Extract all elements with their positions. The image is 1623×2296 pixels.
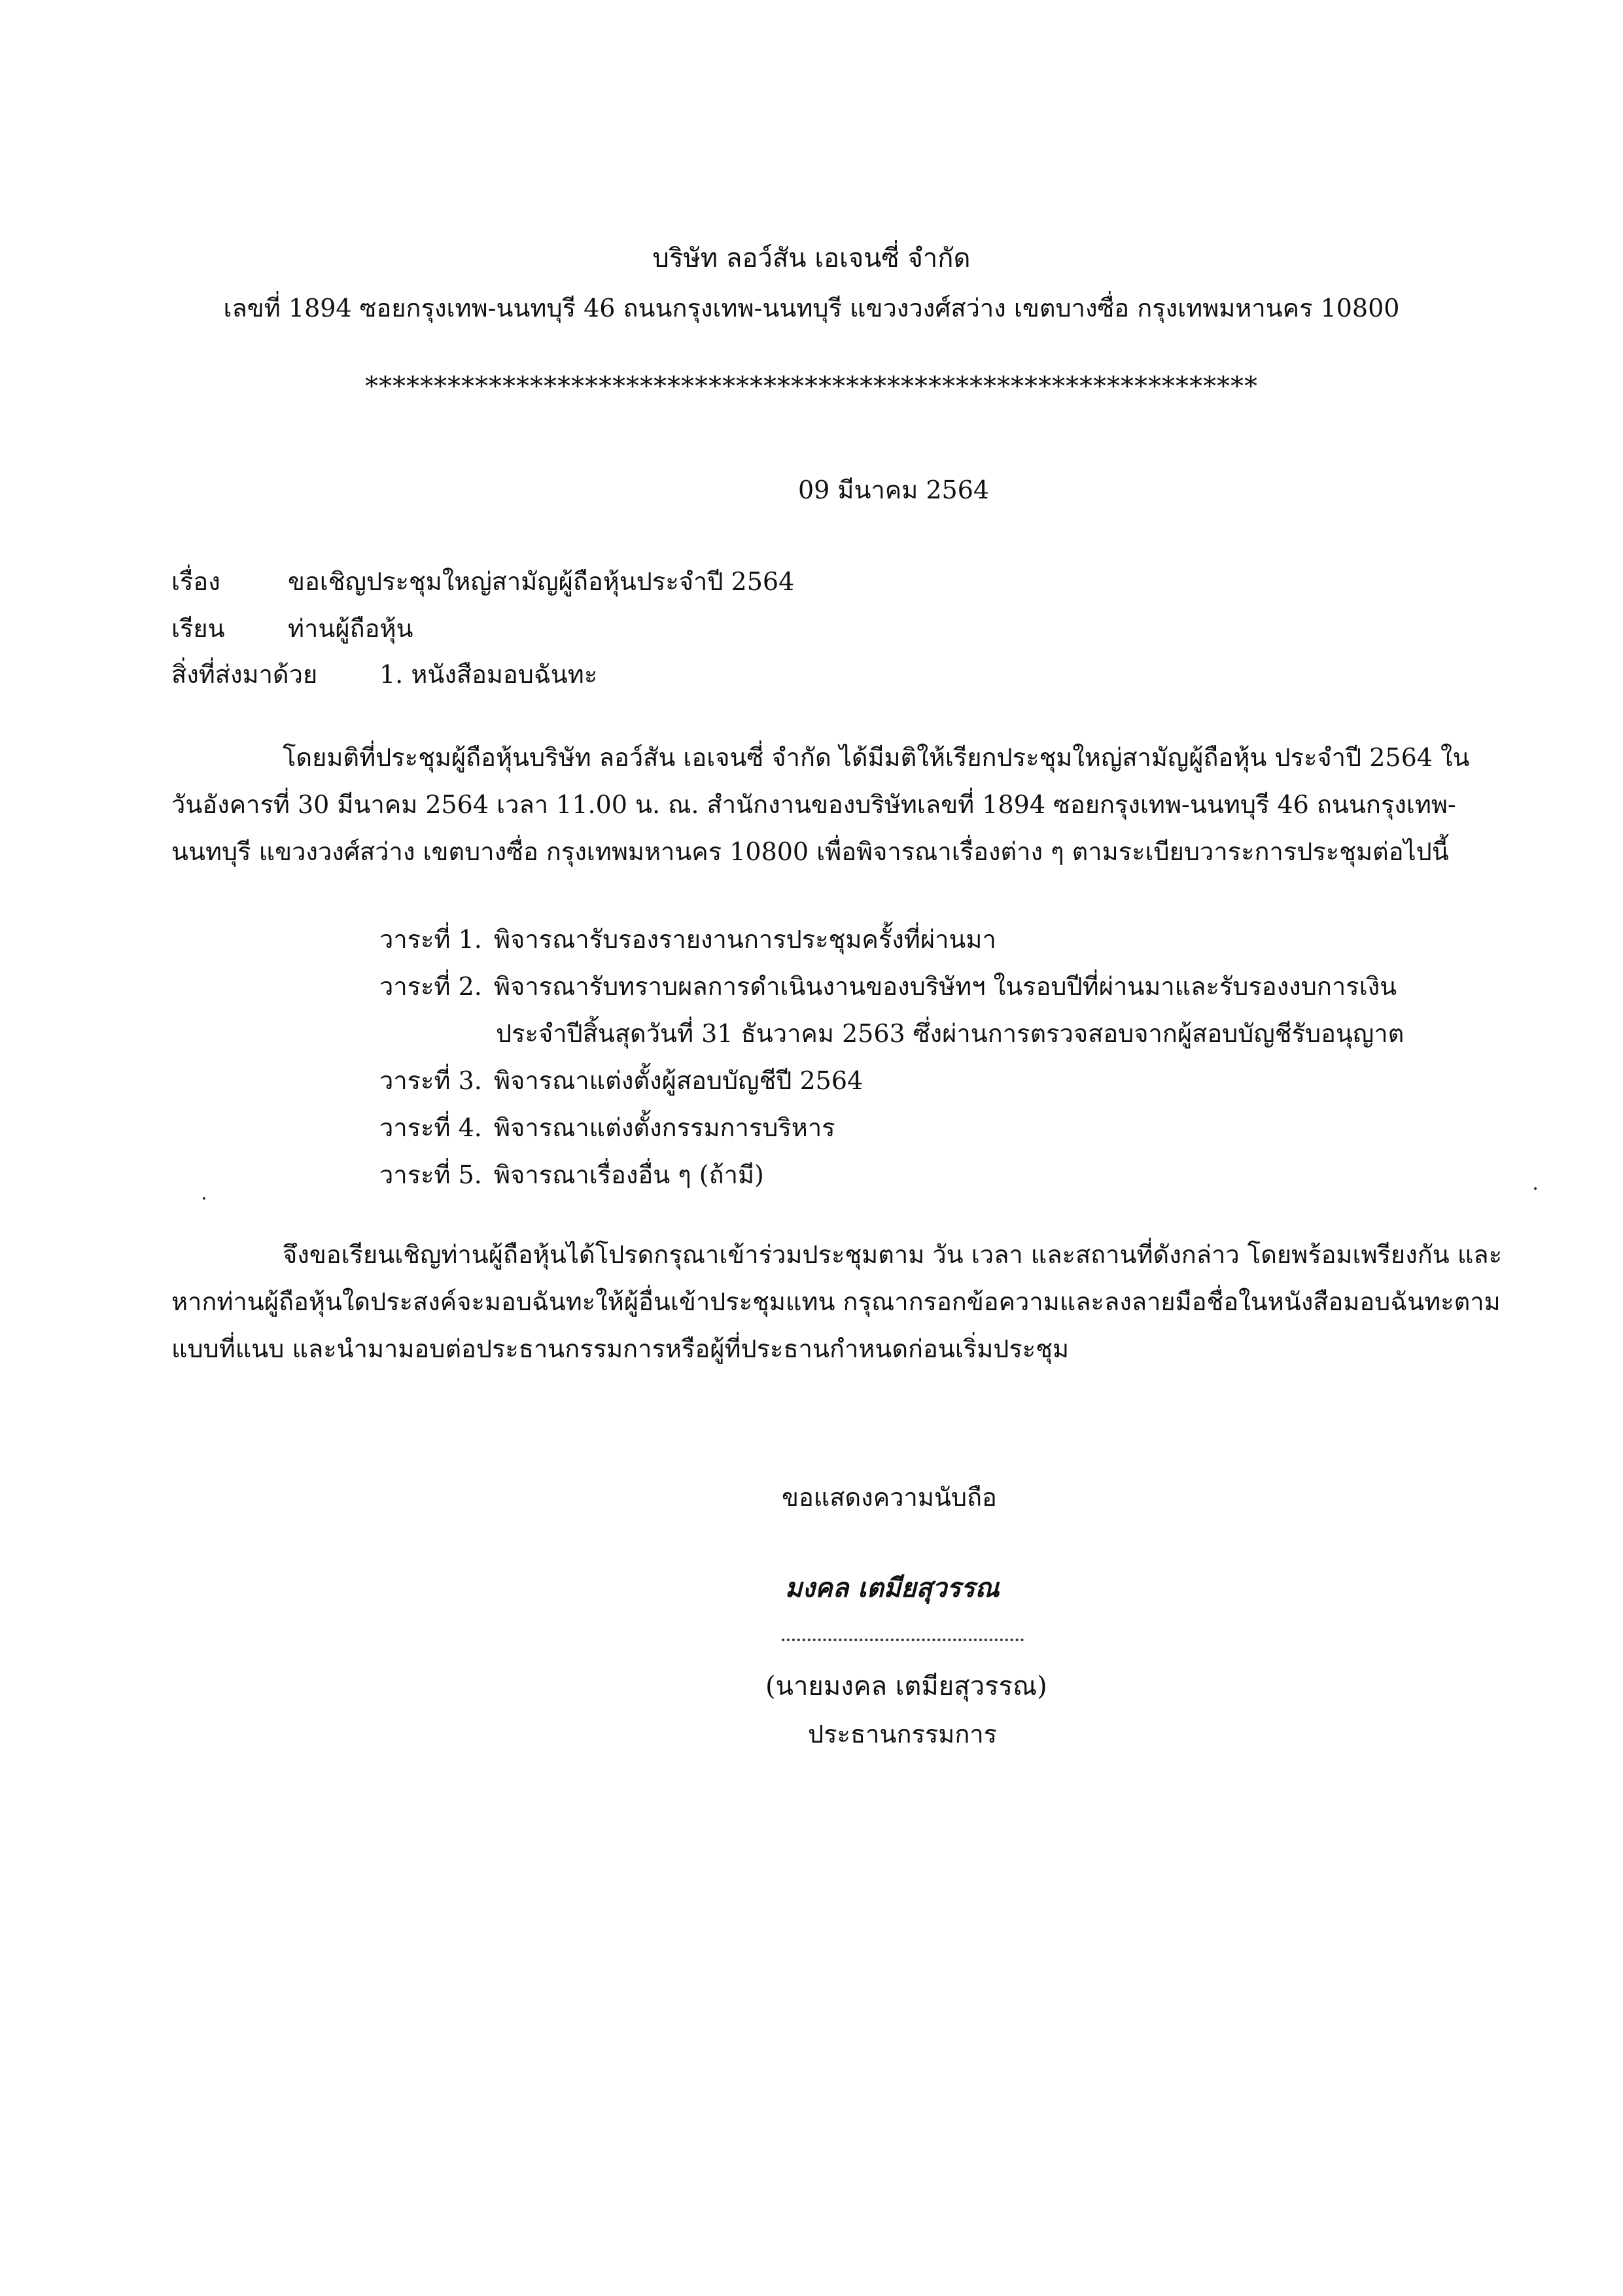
scan-speck bbox=[203, 1197, 205, 1200]
body-paragraph-1 bbox=[171, 734, 1512, 875]
paragraph-line: แบบที่แนบ และนำมามอบต่อประธานกรรมการหรือผู้ที่ประธานกำหนดก่อนเริ่มประชุม bbox=[171, 1334, 1070, 1363]
agenda-label: วาระที่ 5. bbox=[379, 1160, 482, 1189]
agenda-label: วาระที่ 3. bbox=[379, 1066, 482, 1095]
paragraph-line: จึงขอเรียนเชิญท่านผู้ถือหุ้นได้โปรดกรุณาเข้าร่วมประชุมตาม วัน เวลา และสถานที่ดังกล่าว โดยพร้อมเพรียงกัน และ bbox=[283, 1240, 1503, 1269]
paragraph-line: วันอังคารที่ 30 มีนาคม 2564 เวลา 11.00 น. ณ. สำนักงานของบริษัทเลขที่ 1894 ซอยกรุงเทพ-นนทบุรี 46 ถนนกรุงเทพ- bbox=[171, 790, 1456, 819]
paragraph-line: โดยมติที่ประชุมผู้ถือหุ้นบริษัท ลอว์สัน เอเจนซี่ จำกัด ได้มีมติให้เรียกประชุมใหญ่สามัญผู้ถือหุ้น ประจำปี 2564 ใน bbox=[283, 743, 1470, 772]
company-name: บริษัท ลอว์สัน เอเจนซี่ จำกัด bbox=[652, 243, 971, 273]
recipient-label: เรียน bbox=[171, 614, 225, 643]
paragraph-line: นนทบุรี แขวงวงศ์สว่าง เขตบางซื่อ กรุงเทพมหานคร 10800 เพื่อพิจารณาเรื่องต่าง ๆ ตามระเบียบวาระการประชุมต่อไปนี้ bbox=[171, 837, 1449, 866]
agenda-label: วาระที่ 4. bbox=[379, 1113, 482, 1142]
letter-date: 09 มีนาคม 2564 bbox=[798, 476, 990, 504]
enclosure-value: 1. หนังสือมอบฉันทะ bbox=[379, 660, 598, 689]
body-paragraph-2 bbox=[171, 1231, 1512, 1372]
scan-speck bbox=[1534, 1187, 1537, 1190]
asterisk-divider: ***************************************************************** bbox=[365, 372, 1258, 402]
subject-value: ขอเชิญประชุมใหญ่สามัญผู้ถือหุ้นประจำปี 2564 bbox=[288, 567, 795, 596]
agenda-text: พิจารณาแต่งตั้งผู้สอบบัญชีปี 2564 bbox=[494, 1066, 864, 1095]
agenda-item-1 bbox=[379, 919, 996, 959]
agenda-label: วาระที่ 1. bbox=[379, 925, 482, 954]
company-address: เลขที่ 1894 ซอยกรุงเทพ-นนทบุรี 46 ถนนกรุงเทพ-นนทบุรี แขวงวงศ์สว่าง เขตบางซื่อ กรุงเทพมหานคร 10800 bbox=[223, 294, 1400, 322]
agenda-item-3 bbox=[379, 1060, 863, 1100]
paragraph-line: หากท่านผู้ถือหุ้นใดประสงค์จะมอบฉันทะให้ผู้อื่นเข้าประชุมแทน กรุณากรอกข้อความและลงลายมือชื่อในหนังสือมอบฉันทะตาม bbox=[171, 1287, 1501, 1316]
signature: มงคล เตมียสุวรรณ bbox=[785, 1573, 1000, 1603]
agenda-text: พิจารณาแต่งตั้งกรรมการบริหาร bbox=[494, 1113, 835, 1142]
closing-salutation: ขอแสดงความนับถือ bbox=[782, 1483, 997, 1512]
subject-label: เรื่อง bbox=[171, 567, 220, 596]
agenda-text: พิจารณารับทราบผลการดำเนินงานของบริษัทฯ ในรอบปีที่ผ่านมาและรับรองงบการเงิน bbox=[494, 972, 1397, 1001]
signer-name: (นายมงคล เตมียสุวรรณ) bbox=[765, 1671, 1047, 1701]
agenda-item-4 bbox=[379, 1107, 835, 1147]
agenda-label: วาระที่ 2. bbox=[379, 972, 482, 1001]
enclosure-label: สิ่งที่ส่งมาด้วย bbox=[171, 660, 318, 689]
agenda-item-2 bbox=[379, 966, 1397, 1006]
signer-title: ประธานกรรมการ bbox=[808, 1720, 998, 1748]
agenda-text: พิจารณาเรื่องอื่น ๆ (ถ้ามี) bbox=[494, 1160, 764, 1189]
signature-dotted-line bbox=[782, 1639, 1024, 1641]
recipient-value: ท่านผู้ถือหุ้น bbox=[288, 614, 413, 643]
agenda-item-2-continuation: ประจำปีสิ้นสุดวันที่ 31 ธันวาคม 2563 ซึ่งผ่านการตรวจสอบจากผู้สอบบัญชีรับอนุญาต bbox=[496, 1019, 1405, 1048]
agenda-item-5 bbox=[379, 1155, 764, 1194]
agenda-text: พิจารณารับรองรายงานการประชุมครั้งที่ผ่านมา bbox=[494, 925, 996, 954]
